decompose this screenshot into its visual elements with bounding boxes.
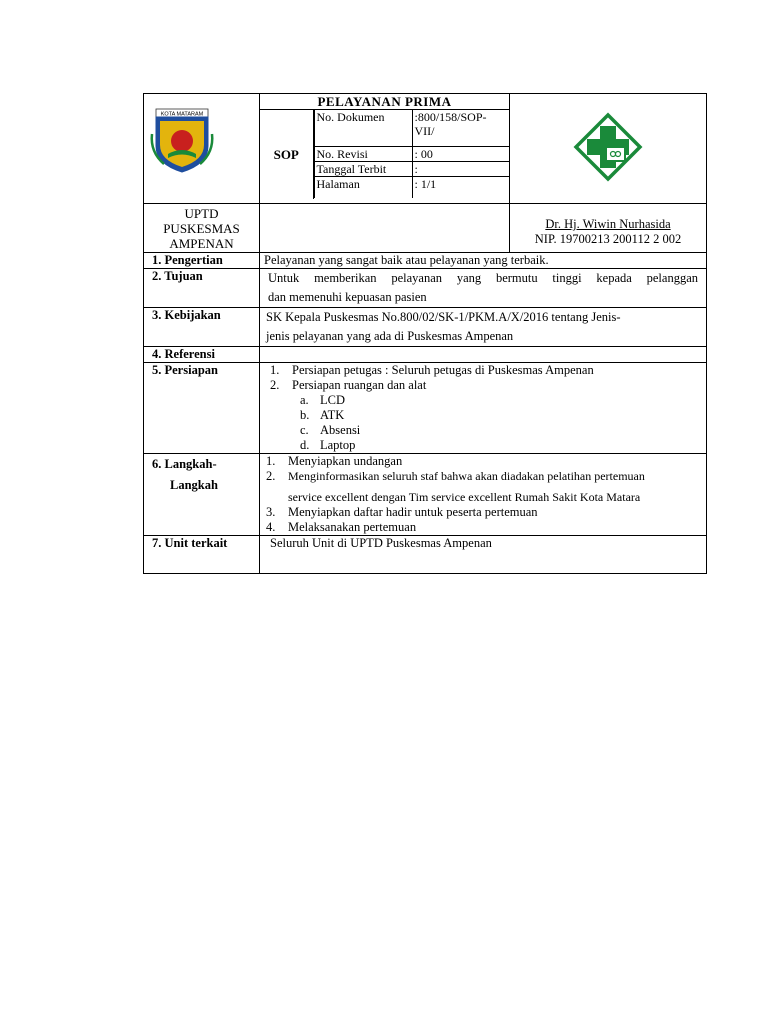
- section-label-persiapan: 5. Persiapan: [144, 363, 260, 454]
- section-label-kebijakan: 3. Kebijakan: [144, 308, 260, 347]
- list-item: 4. Melaksanakan pertemuan: [266, 520, 417, 534]
- kebijakan-line: SK Kepala Puskesmas No.800/02/SK-1/PKM.A/X/2016 tentang Jenis-: [266, 310, 621, 324]
- section-persiapan: [260, 363, 707, 454]
- list-item-continuation: service excellent dengan Tim service excellent Rumah Sakit Kota Matara: [288, 490, 641, 504]
- emblem-caption: KOTA MATARAM: [160, 111, 204, 118]
- field-label: No. Revisi: [314, 146, 412, 161]
- puskesmas-logo-cell: [510, 94, 707, 204]
- section-label-referensi: 4. Referensi: [144, 347, 260, 363]
- sub-list-item: c. Absensi: [300, 423, 361, 437]
- field-value: :: [412, 161, 509, 176]
- sop-label: SOP: [260, 110, 313, 199]
- langkah-label-line: 6. Langkah-: [152, 457, 217, 471]
- list-item: 2. Persiapan ruangan dan alat: [270, 378, 427, 392]
- kebijakan-line: jenis pelayanan yang ada di Puskesmas Ampenan: [266, 329, 514, 343]
- section-kebijakan: [260, 308, 707, 347]
- section-tujuan: [260, 269, 707, 308]
- section-unit-text: Seluruh Unit di UPTD Puskesmas Ampenan: [260, 536, 707, 574]
- sop-table: [143, 93, 707, 574]
- section-langkah: [260, 454, 707, 536]
- document-title: PELAYANAN PRIMA: [260, 94, 509, 110]
- section-label-unit: 7. Unit terkait: [144, 536, 260, 574]
- organization-name: UPTD PUSKESMAS AMPENAN: [144, 204, 260, 253]
- list-item: 1. Menyiapkan undangan: [266, 454, 403, 468]
- langkah-label-line: Langkah: [170, 478, 218, 492]
- sub-list-item: d. Laptop: [300, 438, 356, 452]
- section-pengertian-text: Pelayanan yang sangat baik atau pelayanan yang terbaik.: [260, 253, 707, 269]
- list-item: 3. Menyiapkan daftar hadir untuk peserta pertemuan: [266, 505, 538, 519]
- sub-list-item: a. LCD: [300, 393, 345, 407]
- list-item: 2. Menginformasikan seluruh staf bahwa akan diadakan pelatihan pertemuan: [266, 469, 645, 483]
- title-block: [260, 94, 510, 204]
- field-value: : 00: [412, 146, 509, 161]
- puskesmas-cross-logo-icon: [573, 112, 643, 182]
- tujuan-line: dan memenuhi kepuasan pasien: [268, 290, 427, 304]
- signer-name: Dr. Hj. Wiwin Nurhasida: [545, 217, 671, 231]
- sub-list-item: b. ATK: [300, 408, 345, 422]
- signature-block: [510, 204, 707, 253]
- document-info-table: [314, 110, 510, 198]
- field-label: Tanggal Terbit: [314, 161, 412, 176]
- field-value: :800/158/SOP-VII/: [412, 110, 509, 146]
- section-label-tujuan: 2. Tujuan: [144, 269, 260, 308]
- blank-cell: [260, 204, 510, 253]
- list-item: 1. Persiapan petugas : Seluruh petugas di Puskesmas Ampenan: [270, 363, 594, 377]
- section-label-pengertian: 1. Pengertian: [144, 253, 260, 269]
- tujuan-line: Untuk memberikan pelayanan yang bermutu tinggi kepada pelanggan: [268, 271, 698, 285]
- city-logo-cell: [144, 94, 260, 204]
- field-value: : 1/1: [412, 176, 509, 198]
- section-label-langkah: [144, 454, 260, 536]
- field-label: Halaman: [314, 176, 412, 198]
- section-referensi-text: [260, 347, 707, 363]
- kota-mataram-emblem-icon: [144, 94, 260, 199]
- signer-nip: NIP. 19700213 200112 2 002: [534, 232, 682, 246]
- field-label: No. Dokumen: [314, 110, 412, 146]
